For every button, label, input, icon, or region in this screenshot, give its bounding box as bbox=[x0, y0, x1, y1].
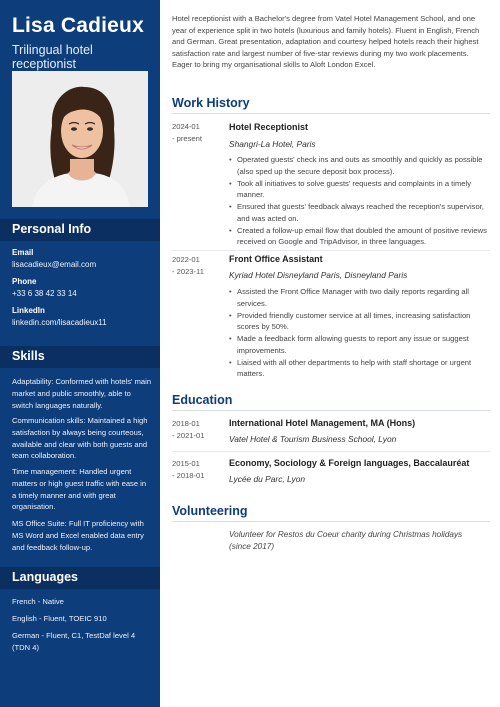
education-date-end: - 2021-01 bbox=[172, 430, 205, 440]
education-school: Vatel Hotel & Tourism Business School, Lyon bbox=[229, 434, 397, 444]
job-title: Hotel Receptionist bbox=[229, 122, 309, 132]
skills-heading: Skills bbox=[0, 346, 160, 368]
job-bullet: • Liaised with all other departments to help with staff shortage or urgent matters. bbox=[229, 357, 491, 380]
portrait-image bbox=[12, 71, 148, 207]
skill-item: Time management: Handled urgent matters or high guest traffic with ease in a timely manner and with great organisation. bbox=[12, 467, 147, 512]
email-value: lisacadieux@email.com bbox=[12, 260, 97, 269]
education-school: Lycée du Parc, Lyon bbox=[229, 474, 306, 484]
job-bullet: • Ensured that guests' feedback always reached the reception's supervisor, and was acted on. bbox=[229, 201, 491, 224]
education-date-start: 2018-01 bbox=[172, 419, 200, 428]
education-degree: Economy, Sociology & Foreign languages, Baccalauréat bbox=[229, 458, 470, 468]
job-title: Front Office Assistant bbox=[229, 254, 323, 264]
language-item: French - Native bbox=[12, 597, 64, 606]
education-date-end: - 2018-01 bbox=[172, 470, 205, 480]
skill-item: MS Office Suite: Full IT proficiency with MS Word and Excel enabled data entry and feedback follow-up. bbox=[12, 519, 144, 552]
job-bullet: • Provided friendly customer service at all times, increasing satisfaction scores by 50%. bbox=[229, 310, 491, 333]
job-employer: Kyriad Hotel Disneyland Paris, Disneyland Paris bbox=[229, 270, 408, 280]
language-item: English - Fluent, TOEIC 910 bbox=[12, 614, 107, 623]
job-date bbox=[172, 121, 222, 144]
education-date bbox=[172, 418, 222, 441]
education-degree: International Hotel Management, MA (Hons) bbox=[229, 418, 416, 428]
job-bullet: • Took all initiatives to solve guests' requests and complaints in a timely manner. bbox=[229, 178, 491, 201]
section-divider bbox=[172, 250, 490, 251]
education-date-start: 2015-01 bbox=[172, 459, 200, 468]
skill-item: Adaptability: Conformed with hotels' main market and public smoothly, able to switch languages naturally. bbox=[12, 377, 152, 410]
work-history-heading: Work History bbox=[172, 96, 490, 114]
profile-photo bbox=[12, 71, 148, 207]
job-employer: Shangri-La Hotel, Paris bbox=[229, 139, 316, 149]
candidate-subtitle: Trilingual hotel receptionist bbox=[12, 43, 93, 71]
job-date-end: - 2023-11 bbox=[172, 266, 204, 276]
education-heading: Education bbox=[172, 393, 490, 411]
job-bullet: • Operated guests' check ins and outs as smoothly and quickly as possible (also sped up the secure deposit box process). bbox=[229, 154, 491, 177]
phone-value: +33 6 38 42 33 14 bbox=[12, 289, 77, 298]
personal-info-heading: Personal Info bbox=[0, 219, 160, 241]
section-divider bbox=[172, 451, 490, 452]
job-bullets bbox=[229, 286, 491, 380]
job-date-end: - present bbox=[172, 133, 202, 143]
main-column bbox=[160, 0, 500, 707]
linkedin-label: LinkedIn bbox=[12, 306, 45, 315]
profile-summary: Hotel receptionist with a Bachelor's degree from Vatel Hotel Management School, and one year of experience split in two hotels (luxurious and family hotels). Fluent in English, French and German. Great presentation, adaptation and courtesy helped hotels reach their highest satisfaction rate and largest number of five-star reviews during my two work placements. Eager to bring my organisational skills to Aloft London Excel. bbox=[172, 14, 480, 69]
sidebar bbox=[0, 0, 160, 707]
job-bullets bbox=[229, 154, 491, 248]
skill-item: Communication skills: Maintained a high satisfaction by always being courteous, available and clear with both guests and team collaboration. bbox=[12, 416, 148, 461]
volunteering-heading: Volunteering bbox=[172, 504, 490, 522]
education-date bbox=[172, 458, 222, 481]
job-bullet: • Made a feedback form allowing guests to report any issue or suggest improvements. bbox=[229, 333, 491, 356]
job-bullet: • Created a follow-up email flow that doubled the amount of positive reviews received on Google and TripAdvisor, in three languages. bbox=[229, 225, 491, 248]
job-bullet: • Assisted the Front Office Manager with two daily reports regarding all services. bbox=[229, 286, 491, 309]
linkedin-value: linkedin.com/lisacadieux11 bbox=[12, 318, 107, 327]
job-date bbox=[172, 254, 222, 277]
job-date-start: 2022-01 bbox=[172, 255, 200, 264]
language-item: German - Fluent, C1, TestDaf level 4 (TDN 4) bbox=[12, 631, 136, 652]
candidate-name: Lisa Cadieux bbox=[12, 14, 144, 37]
email-label: Email bbox=[12, 248, 34, 257]
job-date-start: 2024-01 bbox=[172, 122, 200, 131]
phone-label: Phone bbox=[12, 277, 37, 286]
volunteering-text: Volunteer for Restos du Coeur charity during Christmas holidays (since 2017) bbox=[229, 530, 463, 551]
languages-heading: Languages bbox=[0, 567, 160, 589]
